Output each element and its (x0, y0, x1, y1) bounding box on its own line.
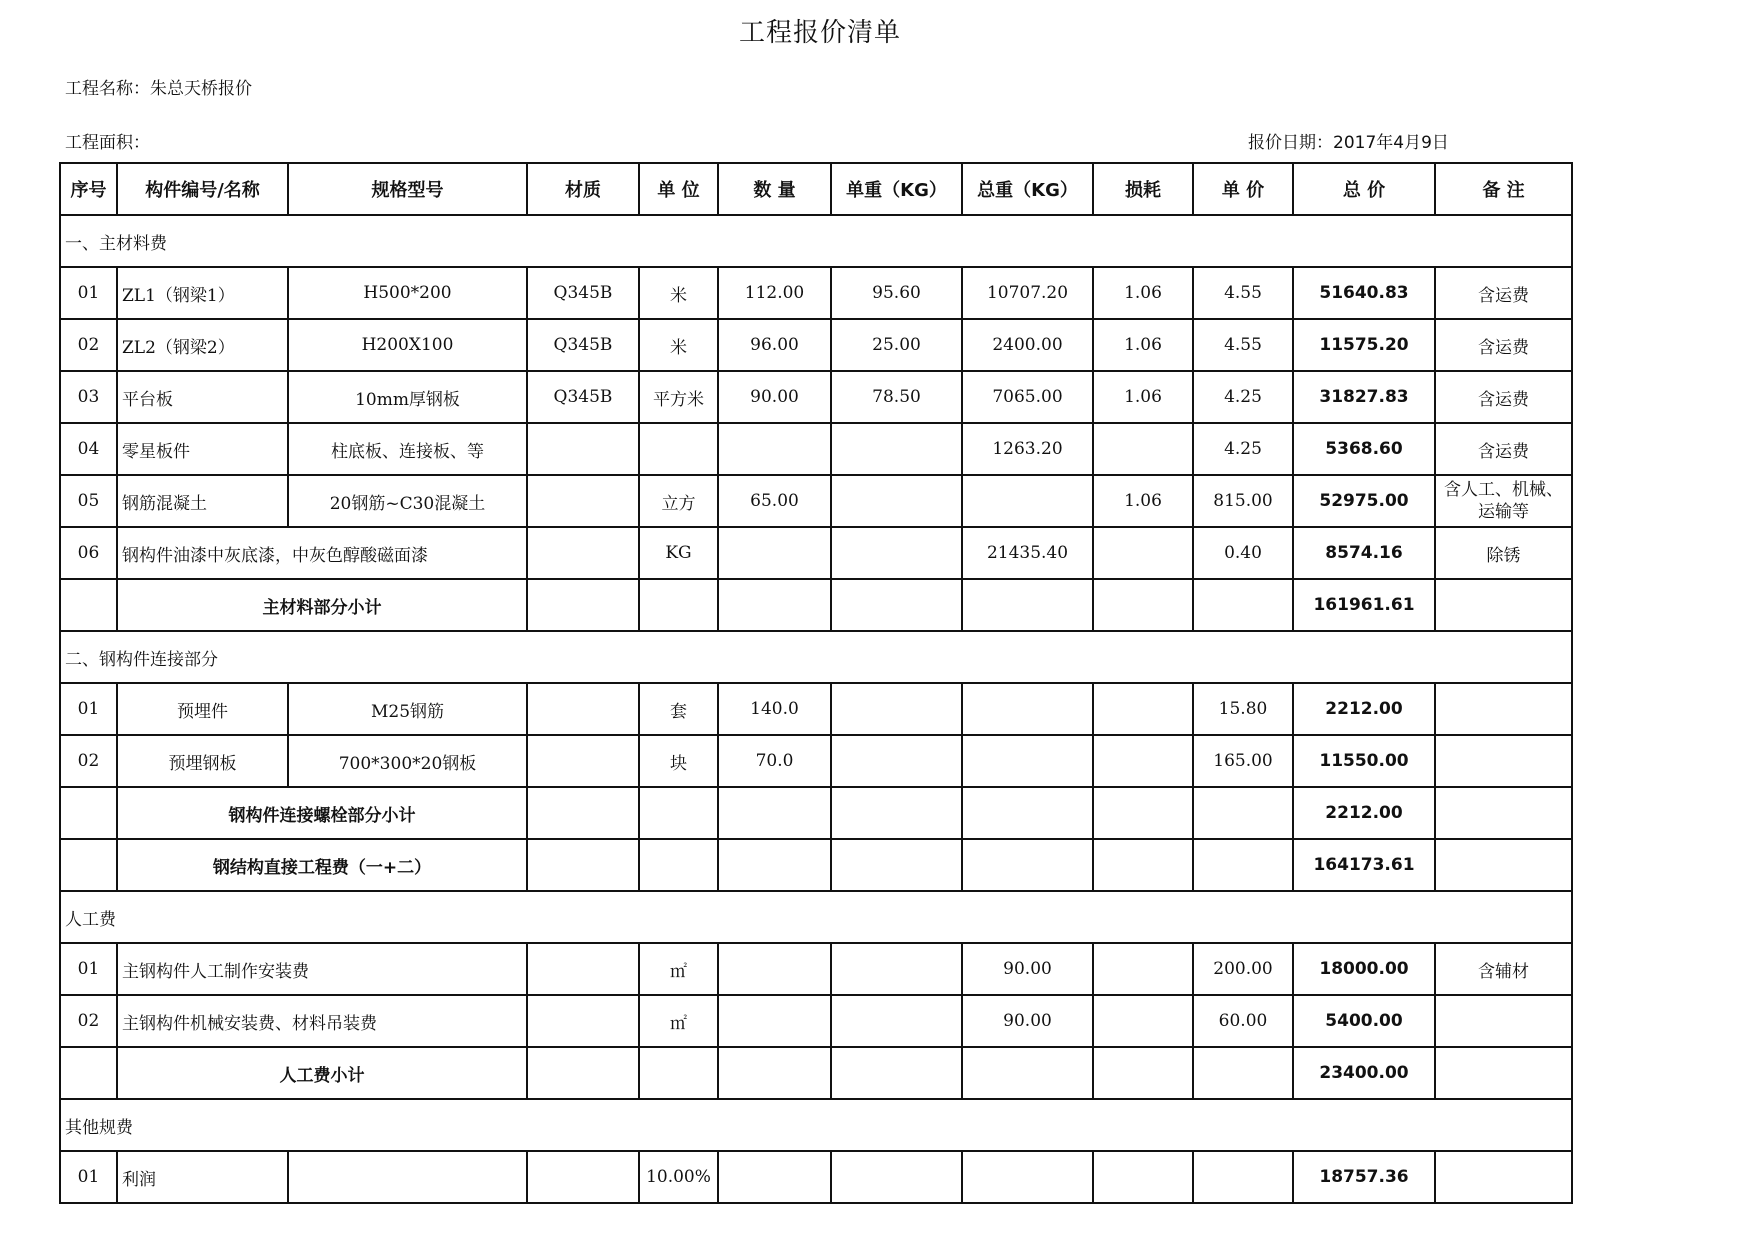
cell-total-weight: 1263.20 (962, 423, 1093, 475)
cell-no (60, 839, 117, 891)
cell-price: 4.55 (1193, 319, 1293, 371)
cell-no: 02 (60, 735, 117, 787)
cell-total: 5368.60 (1293, 423, 1435, 475)
cell-spec: H200X100 (288, 319, 527, 371)
cell-total: 11550.00 (1293, 735, 1435, 787)
cell-empty (1435, 839, 1572, 891)
cell-name: 主钢构件人工制作安装费 (117, 943, 527, 995)
section-main-material: 一、主材料费 (60, 215, 1572, 267)
cell-qty: 65.00 (718, 475, 831, 527)
cell-total: 18757.36 (1293, 1151, 1435, 1203)
cell-spec: H500*200 (288, 267, 527, 319)
header-row (60, 163, 1572, 215)
section-row (60, 891, 1572, 943)
cell-empty (1093, 579, 1193, 631)
cell-unit: 平方米 (639, 371, 718, 423)
cell-total: 51640.83 (1293, 267, 1435, 319)
cell-empty (718, 839, 831, 891)
section-labor: 人工费 (60, 891, 1572, 943)
cell-material: Q345B (527, 267, 639, 319)
cell-qty: 90.00 (718, 371, 831, 423)
cell-unit-weight (831, 423, 962, 475)
cell-loss (1093, 683, 1193, 735)
subtotal-value: 161961.61 (1293, 579, 1435, 631)
cell-no: 01 (60, 943, 117, 995)
cell-no: 02 (60, 319, 117, 371)
cell-name: 主钢构件机械安装费、材料吊装费 (117, 995, 527, 1047)
subtotal-label: 钢构件连接螺栓部分小计 (117, 787, 527, 839)
cell-total: 11575.20 (1293, 319, 1435, 371)
cell-total-weight (962, 683, 1093, 735)
cell-price: 815.00 (1193, 475, 1293, 527)
header-cell: 数 量 (718, 163, 831, 215)
cell-name: ZL2（钢梁2） (117, 319, 288, 371)
cell-note (1435, 683, 1572, 735)
cell-note: 含运费 (1435, 267, 1572, 319)
cell-loss (1093, 423, 1193, 475)
cell-qty (718, 423, 831, 475)
subtotal-label: 人工费小计 (117, 1047, 527, 1099)
cell-spec: 柱底板、连接板、等 (288, 423, 527, 475)
cell-empty (639, 579, 718, 631)
cell-empty (527, 839, 639, 891)
cell-qty (718, 1151, 831, 1203)
cell-loss (1093, 1151, 1193, 1203)
header-cell: 单 位 (639, 163, 718, 215)
cell-no: 04 (60, 423, 117, 475)
cell-price: 15.80 (1193, 683, 1293, 735)
cell-total-weight (962, 735, 1093, 787)
cell-unit: ㎡ (639, 995, 718, 1047)
cell-total: 2212.00 (1293, 683, 1435, 735)
cell-price: 165.00 (1193, 735, 1293, 787)
table-row (60, 943, 1572, 995)
cell-empty (962, 579, 1093, 631)
cell-empty (1093, 839, 1193, 891)
cell-empty (527, 1047, 639, 1099)
cell-qty (718, 943, 831, 995)
header-cell: 备 注 (1435, 163, 1572, 215)
section-connection: 二、钢构件连接部分 (60, 631, 1572, 683)
cell-loss (1093, 995, 1193, 1047)
cell-no: 02 (60, 995, 117, 1047)
section-other: 其他规费 (60, 1099, 1572, 1151)
cell-unit-weight (831, 475, 962, 527)
page-title: 工程报价清单 (738, 18, 901, 48)
cell-empty (527, 787, 639, 839)
cell-no: 01 (60, 1151, 117, 1203)
cell-empty (1093, 1047, 1193, 1099)
section-row (60, 1099, 1572, 1151)
cell-loss (1093, 527, 1193, 579)
cell-total-weight: 90.00 (962, 995, 1093, 1047)
cell-no: 05 (60, 475, 117, 527)
cell-total: 52975.00 (1293, 475, 1435, 527)
cell-price: 4.55 (1193, 267, 1293, 319)
cell-unit-weight: 25.00 (831, 319, 962, 371)
cell-name: 钢构件油漆中灰底漆，中灰色醇酸磁面漆 (117, 527, 527, 579)
cell-note: 含人工、机械、运输等 (1435, 475, 1572, 527)
cell-note: 含辅材 (1435, 943, 1572, 995)
cell-empty (1435, 787, 1572, 839)
cell-unit: 米 (639, 267, 718, 319)
header-cell: 单 价 (1193, 163, 1293, 215)
table-row (60, 267, 1572, 319)
header-cell: 总 价 (1293, 163, 1435, 215)
cell-unit-weight (831, 995, 962, 1047)
header-cell: 材质 (527, 163, 639, 215)
cell-spec (288, 1151, 527, 1203)
cell-spec: 700*300*20钢板 (288, 735, 527, 787)
cell-name: 平台板 (117, 371, 288, 423)
cell-unit-weight (831, 1151, 962, 1203)
cell-empty (962, 1047, 1093, 1099)
project-name: 工程名称：朱总天桥报价 (65, 79, 252, 99)
direct-total-value: 164173.61 (1293, 839, 1435, 891)
cell-note (1435, 995, 1572, 1047)
cell-material (527, 527, 639, 579)
cell-material (527, 1151, 639, 1203)
table-row (60, 371, 1572, 423)
cell-empty (831, 1047, 962, 1099)
header-cell: 序号 (60, 163, 117, 215)
table-row (60, 527, 1572, 579)
cell-total: 5400.00 (1293, 995, 1435, 1047)
cell-unit: 立方 (639, 475, 718, 527)
table-row (60, 995, 1572, 1047)
cell-empty (1193, 1047, 1293, 1099)
cell-note: 含运费 (1435, 423, 1572, 475)
cell-no: 06 (60, 527, 117, 579)
cell-total-weight: 21435.40 (962, 527, 1093, 579)
cell-price: 4.25 (1193, 423, 1293, 475)
cell-unit: 块 (639, 735, 718, 787)
cell-total-weight: 90.00 (962, 943, 1093, 995)
cell-empty (639, 787, 718, 839)
cell-material (527, 735, 639, 787)
cell-unit (639, 423, 718, 475)
cell-qty (718, 527, 831, 579)
cell-name: 钢筋混凝土 (117, 475, 288, 527)
cell-empty (1435, 1047, 1572, 1099)
cell-total-weight: 2400.00 (962, 319, 1093, 371)
cell-qty: 140.0 (718, 683, 831, 735)
cell-material (527, 943, 639, 995)
cell-no (60, 787, 117, 839)
cell-unit: 套 (639, 683, 718, 735)
cell-qty: 70.0 (718, 735, 831, 787)
cell-no (60, 579, 117, 631)
cell-total: 8574.16 (1293, 527, 1435, 579)
cell-unit: KG (639, 527, 718, 579)
cell-loss: 1.06 (1093, 475, 1193, 527)
header-cell: 构件编号/名称 (117, 163, 288, 215)
cell-note: 含运费 (1435, 319, 1572, 371)
cell-unit: ㎡ (639, 943, 718, 995)
cell-no: 01 (60, 683, 117, 735)
cell-unit-weight (831, 527, 962, 579)
cell-empty (962, 787, 1093, 839)
cell-empty (718, 1047, 831, 1099)
cell-material (527, 475, 639, 527)
cell-unit: 10.00% (639, 1151, 718, 1203)
cell-total-weight (962, 475, 1093, 527)
section-row (60, 631, 1572, 683)
cell-material (527, 683, 639, 735)
cell-note (1435, 735, 1572, 787)
cell-qty (718, 995, 831, 1047)
cell-name: ZL1（钢梁1） (117, 267, 288, 319)
cell-empty (1193, 579, 1293, 631)
subtotal-value: 23400.00 (1293, 1047, 1435, 1099)
cell-name: 利润 (117, 1151, 288, 1203)
cell-unit-weight (831, 735, 962, 787)
cell-name: 预埋件 (117, 683, 288, 735)
cell-name: 预埋钢板 (117, 735, 288, 787)
cell-note: 除锈 (1435, 527, 1572, 579)
cell-price: 60.00 (1193, 995, 1293, 1047)
quote-table (59, 162, 1573, 1204)
cell-qty: 112.00 (718, 267, 831, 319)
cell-empty (831, 579, 962, 631)
header-cell: 单重（KG） (831, 163, 962, 215)
cell-empty (831, 839, 962, 891)
header-cell: 总重（KG） (962, 163, 1093, 215)
table-row (60, 423, 1572, 475)
cell-no: 03 (60, 371, 117, 423)
cell-note (1435, 1151, 1572, 1203)
subtotal-row (60, 839, 1572, 891)
cell-total-weight: 7065.00 (962, 371, 1093, 423)
cell-unit-weight: 95.60 (831, 267, 962, 319)
cell-empty (1435, 579, 1572, 631)
cell-empty (639, 839, 718, 891)
cell-empty (1193, 787, 1293, 839)
cell-empty (639, 1047, 718, 1099)
cell-unit-weight (831, 683, 962, 735)
cell-empty (718, 579, 831, 631)
cell-empty (831, 787, 962, 839)
table-row (60, 1151, 1572, 1203)
project-area: 工程面积： (65, 133, 150, 153)
cell-loss (1093, 943, 1193, 995)
cell-empty (1193, 839, 1293, 891)
quote-date: 报价日期：2017年4月9日 (1248, 133, 1449, 153)
cell-unit-weight (831, 943, 962, 995)
cell-spec: M25钢筋 (288, 683, 527, 735)
cell-empty (718, 787, 831, 839)
subtotal-row (60, 579, 1572, 631)
subtotal-value: 2212.00 (1293, 787, 1435, 839)
direct-total-label: 钢结构直接工程费（一+二） (117, 839, 527, 891)
table-row (60, 319, 1572, 371)
cell-price: 4.25 (1193, 371, 1293, 423)
header-cell: 规格型号 (288, 163, 527, 215)
cell-name: 零星板件 (117, 423, 288, 475)
cell-material: Q345B (527, 319, 639, 371)
cell-material (527, 423, 639, 475)
cell-empty (1093, 787, 1193, 839)
cell-total: 31827.83 (1293, 371, 1435, 423)
cell-empty (527, 579, 639, 631)
cell-no: 01 (60, 267, 117, 319)
subtotal-row (60, 1047, 1572, 1099)
cell-loss: 1.06 (1093, 319, 1193, 371)
section-row (60, 215, 1572, 267)
cell-spec: 20钢筋~C30混凝土 (288, 475, 527, 527)
cell-unit-weight: 78.50 (831, 371, 962, 423)
cell-note: 含运费 (1435, 371, 1572, 423)
cell-total: 18000.00 (1293, 943, 1435, 995)
cell-price: 200.00 (1193, 943, 1293, 995)
table-row (60, 475, 1572, 527)
cell-price: 0.40 (1193, 527, 1293, 579)
cell-material: Q345B (527, 371, 639, 423)
cell-spec: 10mm厚钢板 (288, 371, 527, 423)
subtotal-row (60, 787, 1572, 839)
cell-loss: 1.06 (1093, 267, 1193, 319)
cell-no (60, 1047, 117, 1099)
cell-loss: 1.06 (1093, 371, 1193, 423)
table-row (60, 683, 1572, 735)
subtotal-label: 主材料部分小计 (117, 579, 527, 631)
cell-price (1193, 1151, 1293, 1203)
header-cell: 损耗 (1093, 163, 1193, 215)
cell-empty (962, 839, 1093, 891)
cell-total-weight: 10707.20 (962, 267, 1093, 319)
cell-total-weight (962, 1151, 1093, 1203)
cell-loss (1093, 735, 1193, 787)
cell-qty: 96.00 (718, 319, 831, 371)
table-row (60, 735, 1572, 787)
cell-material (527, 995, 639, 1047)
cell-unit: 米 (639, 319, 718, 371)
